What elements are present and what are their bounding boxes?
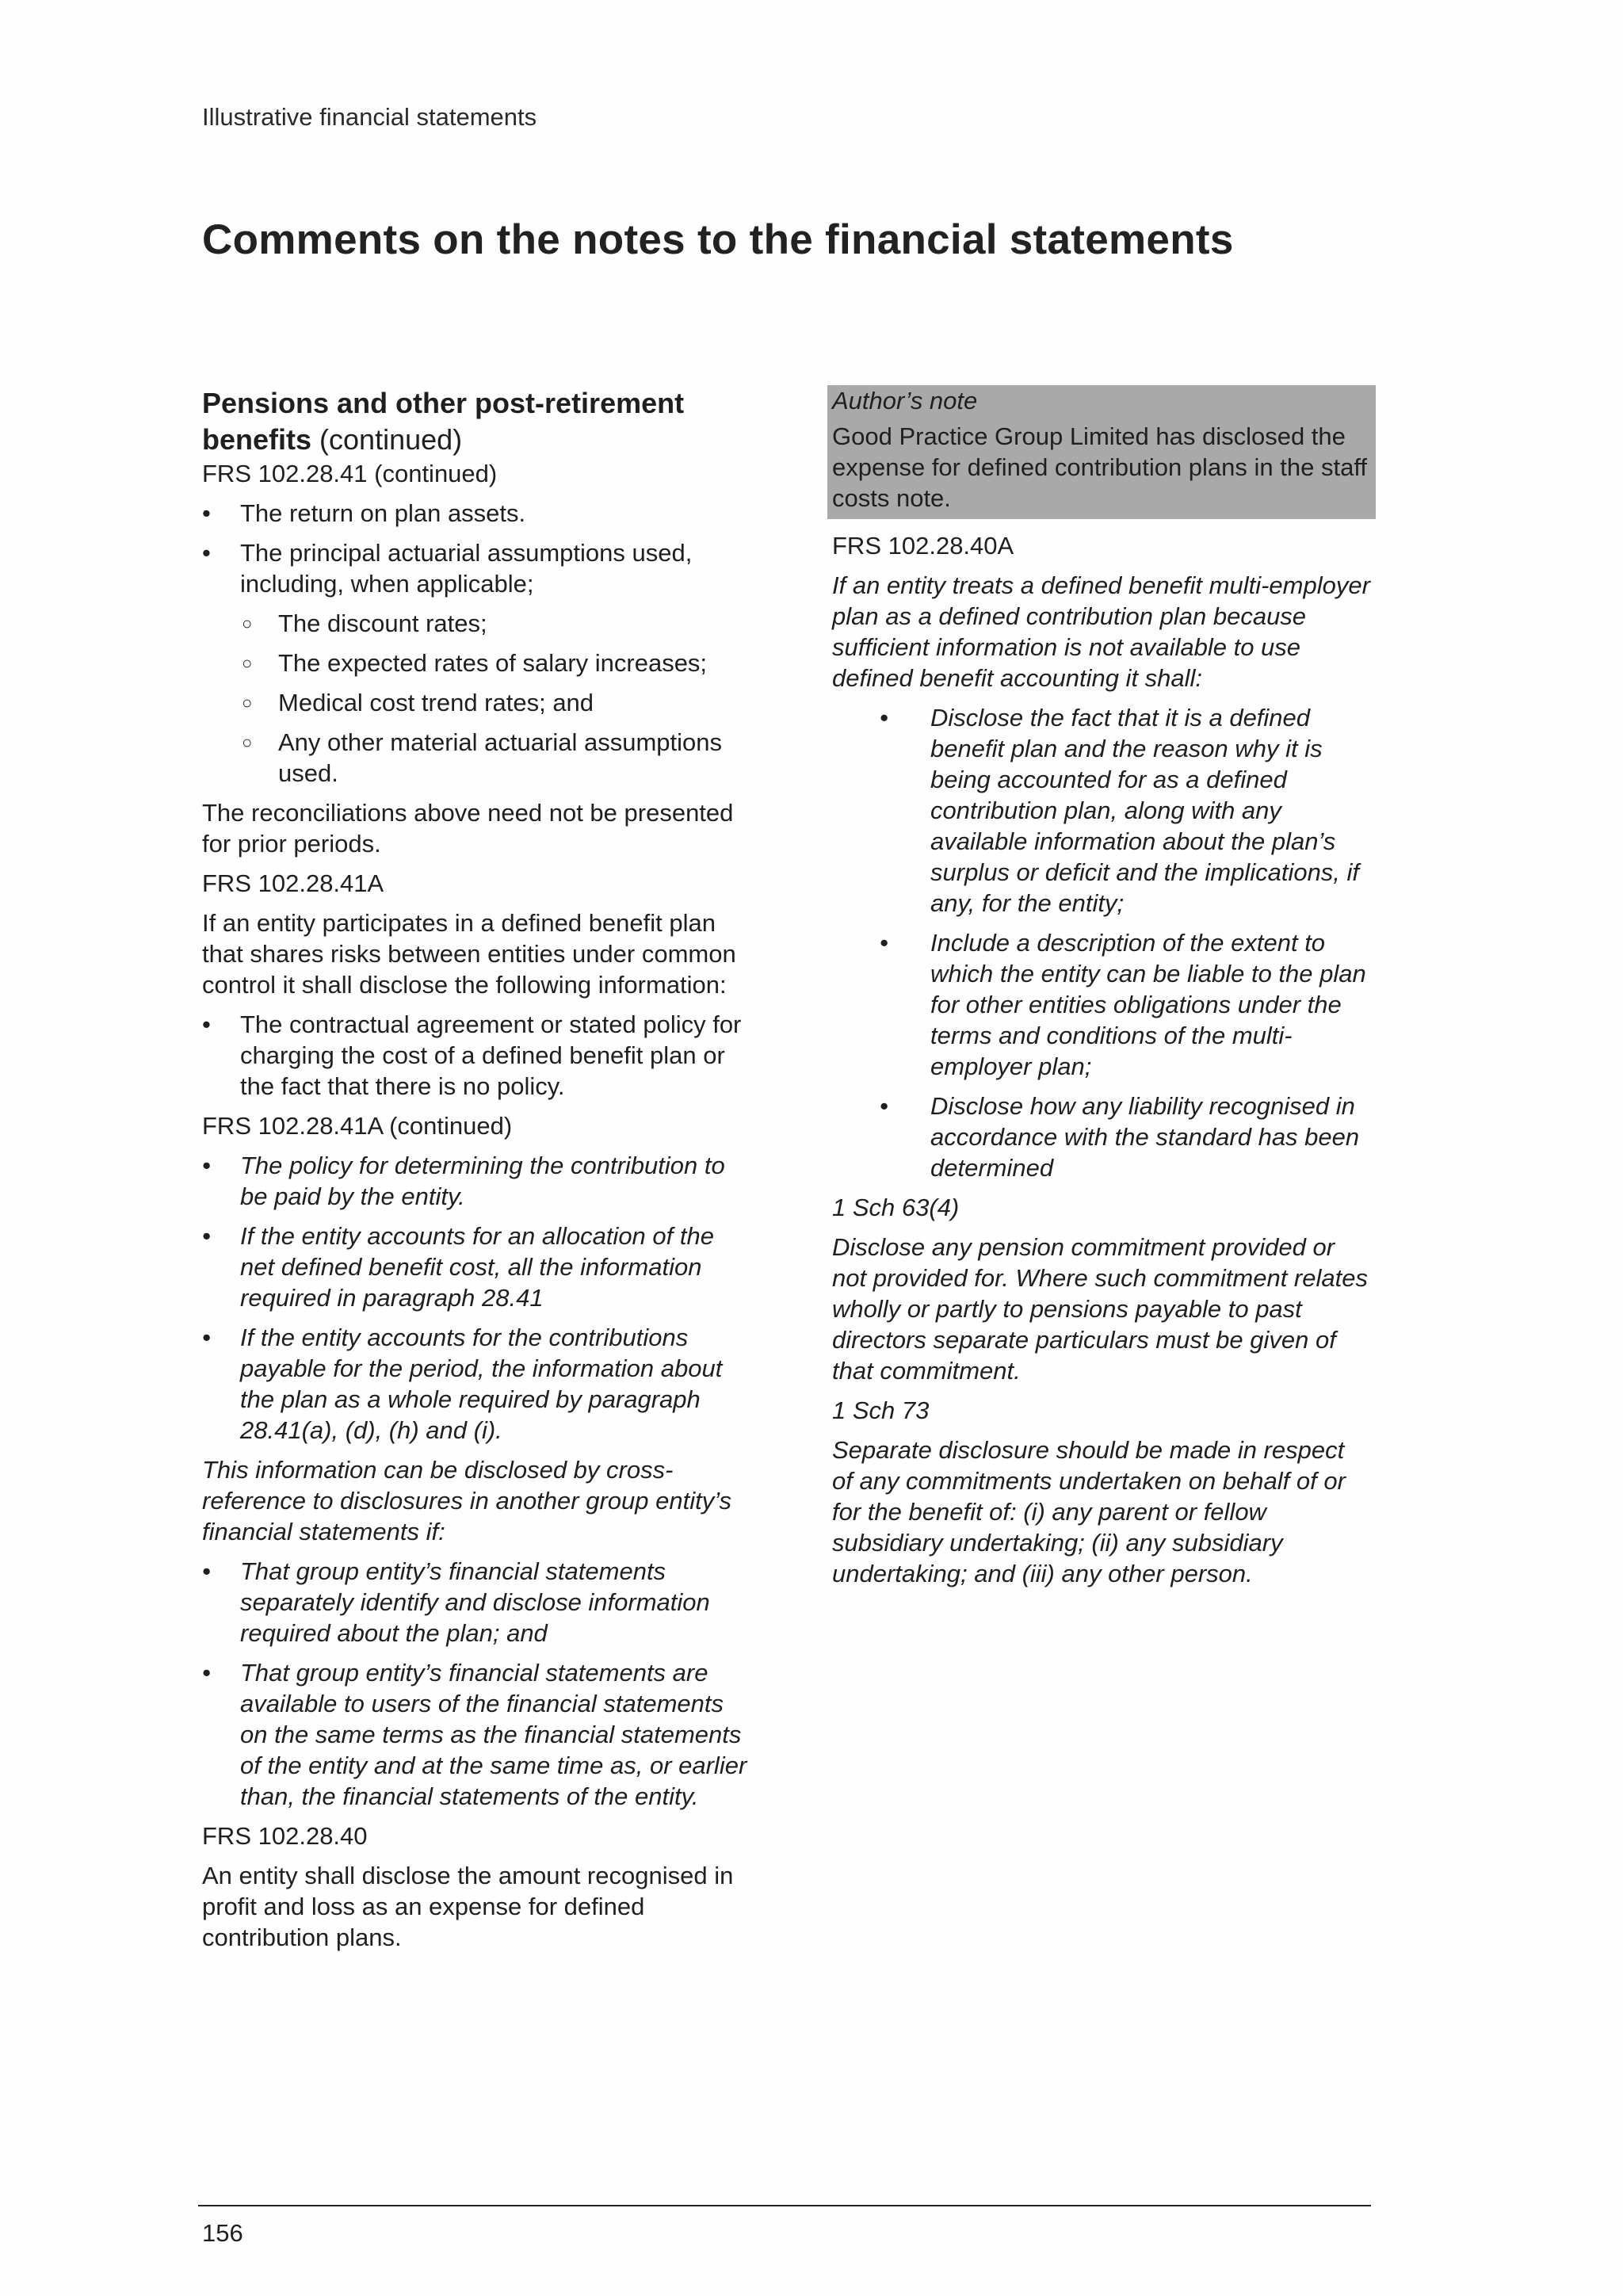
list-item — [202, 1221, 749, 1313]
section-heading-text: Pensions and other post-retirement benefits — [202, 387, 685, 456]
list-item-text: Disclose how any liability recognised in accordance with the standard has been determined — [930, 1092, 1360, 1182]
list-item — [202, 1657, 749, 1812]
running-header: Illustrative financial statements — [202, 103, 537, 131]
page-number: 156 — [202, 2219, 243, 2247]
left-column — [202, 385, 749, 1962]
paragraph-multi-employer: If an entity treats a defined benefit multi-employer plan as a defined contribution plan because sufficient information is not available to use defined benefit accounting it shall: — [832, 571, 1370, 692]
sub-bullet-list — [240, 608, 749, 789]
list-item — [202, 1009, 749, 1102]
reference-1-sch-63-4: 1 Sch 63(4) — [832, 1194, 960, 1221]
reference-frs-28-41a-continued: FRS 102.28.41A (continued) — [202, 1112, 513, 1140]
sub-list-item-text: The expected rates of salary increases; — [278, 649, 708, 677]
authors-note-title: Author’s note — [832, 387, 978, 415]
list-item — [832, 927, 1371, 1082]
list-item-text: The return on plan assets. — [240, 499, 526, 527]
list-item — [202, 1556, 749, 1648]
italic-bullet-list — [202, 1556, 749, 1812]
bullet-list — [202, 1009, 749, 1102]
reference-frs-28-41a: FRS 102.28.41A — [202, 869, 384, 897]
sub-list-item-text: The discount rates; — [278, 609, 487, 637]
sub-list-item-text: Medical cost trend rates; and — [278, 689, 594, 716]
authors-note-body: Good Practice Group Limited has disclosed the expense for defined contribution plans in the staff costs note. — [832, 422, 1367, 512]
list-item — [832, 702, 1371, 919]
list-item — [202, 1150, 749, 1212]
paragraph-separate-disclosure: Separate disclosure should be made in respect of any commitments undertaken on behalf of or for the benefit of: (i) any parent or fellow subsidiary undertaking; (ii) any subsidiary undertaking; and (iii) any other person. — [832, 1436, 1346, 1587]
list-item-text: The principal actuarial assumptions used, including, when applicable; — [240, 539, 693, 598]
sub-list-item — [240, 687, 749, 718]
reference-1-sch-73: 1 Sch 73 — [832, 1396, 930, 1424]
sub-list-item — [240, 608, 749, 639]
italic-bullet-list — [832, 702, 1371, 1183]
list-item-text: Disclose the fact that it is a defined benefit plan and the reason why it is being accounted for as a defined contribution plan, along with any available information about the plan’s surplus or deficit and the implications, if any, for the entity; — [930, 704, 1360, 917]
paragraph-common-control: If an entity participates in a defined benefit plan that shares risks between entities under common control it shall disclose the following information: — [202, 909, 736, 999]
page-title: Comments on the notes to the financial statements — [202, 216, 1234, 263]
list-item-text: That group entity’s financial statements are available to users of the financial statements on the same terms as the financial statements of the entity and at the same time as, or earlier than, the financial statements of the entity. — [240, 1659, 747, 1810]
sub-list-item-text: Any other material actuarial assumptions used. — [278, 728, 722, 787]
list-item — [202, 1322, 749, 1446]
list-item — [202, 537, 749, 789]
list-item — [832, 1091, 1371, 1183]
list-item-text: That group entity’s financial statements separately identify and disclose information required about the plan; and — [240, 1557, 710, 1647]
reference-frs-28-40a: FRS 102.28.40A — [832, 532, 1014, 560]
right-column — [832, 385, 1371, 1598]
authors-note-box — [827, 385, 1376, 519]
paragraph-pension-commitment: Disclose any pension commitment provided or not provided for. Where such commitment relates wholly or partly to pensions payable to past directors separate particulars must be given of that commitment. — [832, 1233, 1368, 1385]
list-item-text: The contractual agreement or stated policy for charging the cost of a defined benefit plan or the fact that there is no policy. — [240, 1010, 742, 1100]
bullet-list — [202, 498, 749, 789]
section-heading-continued: (continued) — [319, 423, 463, 456]
sub-list-item — [240, 727, 749, 789]
list-item-text: The policy for determining the contribution to be paid by the entity. — [240, 1152, 725, 1210]
paragraph-reconciliations: The reconciliations above need not be presented for prior periods. — [202, 799, 734, 858]
italic-bullet-list — [202, 1150, 749, 1446]
reference-frs-28-41-continued: FRS 102.28.41 (continued) — [202, 460, 498, 487]
paragraph-defined-contribution: An entity shall disclose the amount recognised in profit and loss as an expense for defined contribution plans. — [202, 1862, 734, 1951]
list-item — [202, 498, 749, 529]
sub-list-item — [240, 648, 749, 678]
list-item-text: If the entity accounts for the contributions payable for the period, the information about the plan as a whole required by paragraph 28.41(a), (d), (h) and (i). — [240, 1324, 723, 1444]
list-item-text: Include a description of the extent to which the entity can be liable to the plan for other entities obligations under the terms and conditions of the multi-employer plan; — [930, 929, 1366, 1080]
list-item-text: If the entity accounts for an allocation of the net defined benefit cost, all the information required in paragraph 28.41 — [240, 1222, 714, 1312]
section-heading — [202, 385, 749, 458]
reference-frs-28-40: FRS 102.28.40 — [202, 1822, 368, 1850]
footer-divider — [198, 2205, 1371, 2206]
paragraph-cross-reference: This information can be disclosed by cross-reference to disclosures in another group entity’s financial statements if: — [202, 1456, 732, 1545]
